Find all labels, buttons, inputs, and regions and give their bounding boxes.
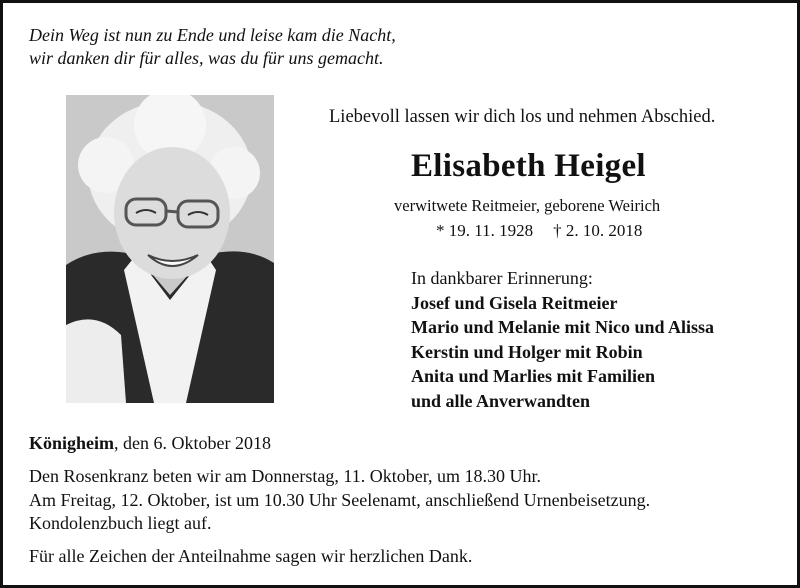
city-name: Königheim [29,433,115,453]
deceased-name: Elisabeth Heigel [411,148,646,184]
service-notes [29,465,650,536]
service-note: Kondolenzbuch liegt auf. [29,513,212,533]
memorial-poem [29,24,396,70]
farewell-line: Liebevoll lassen wir dich los und nehmen Abschied. [329,107,716,127]
name-subtitle: verwitwete Reitmeier, geborene Weirich [394,196,661,215]
thanks-line: Für alle Zeichen der Anteilnahme sagen wir herzlichen Dank. [29,546,473,566]
mourner-name: und alle Anverwandten [411,390,591,411]
death-date: † 2. 10. 2018 [553,221,643,240]
place-and-date [29,433,271,454]
poem-line-2: wir danken dir für alles, was du für uns gemacht. [29,48,384,68]
mourner-name: Anita und Marlies mit Familien [411,366,655,386]
life-dates [436,221,642,241]
portrait-photo [66,95,274,403]
birth-date: * 19. 11. 1928 [436,221,534,240]
mourners-list [411,266,714,413]
service-note: Den Rosenkranz beten wir am Donnerstag, 11. Oktober, um 18.30 Uhr. [29,466,541,486]
mourner-name: Mario und Melanie mit Nico und Alissa [411,317,715,337]
service-note: Am Freitag, 12. Oktober, ist um 10.30 Uhr Seelenamt, anschließend Urnenbeisetzung. [29,489,651,510]
notice-date: , den 6. Oktober 2018 [114,433,271,453]
mourner-name: Kerstin und Holger mit Robin [411,341,643,362]
mourners-intro: In dankbarer Erinnerung: [411,268,593,288]
mourner-name: Josef und Gisela Reitmeier [411,292,618,313]
poem-line-1: Dein Weg ist nun zu Ende und leise kam die Nacht, [29,25,396,45]
